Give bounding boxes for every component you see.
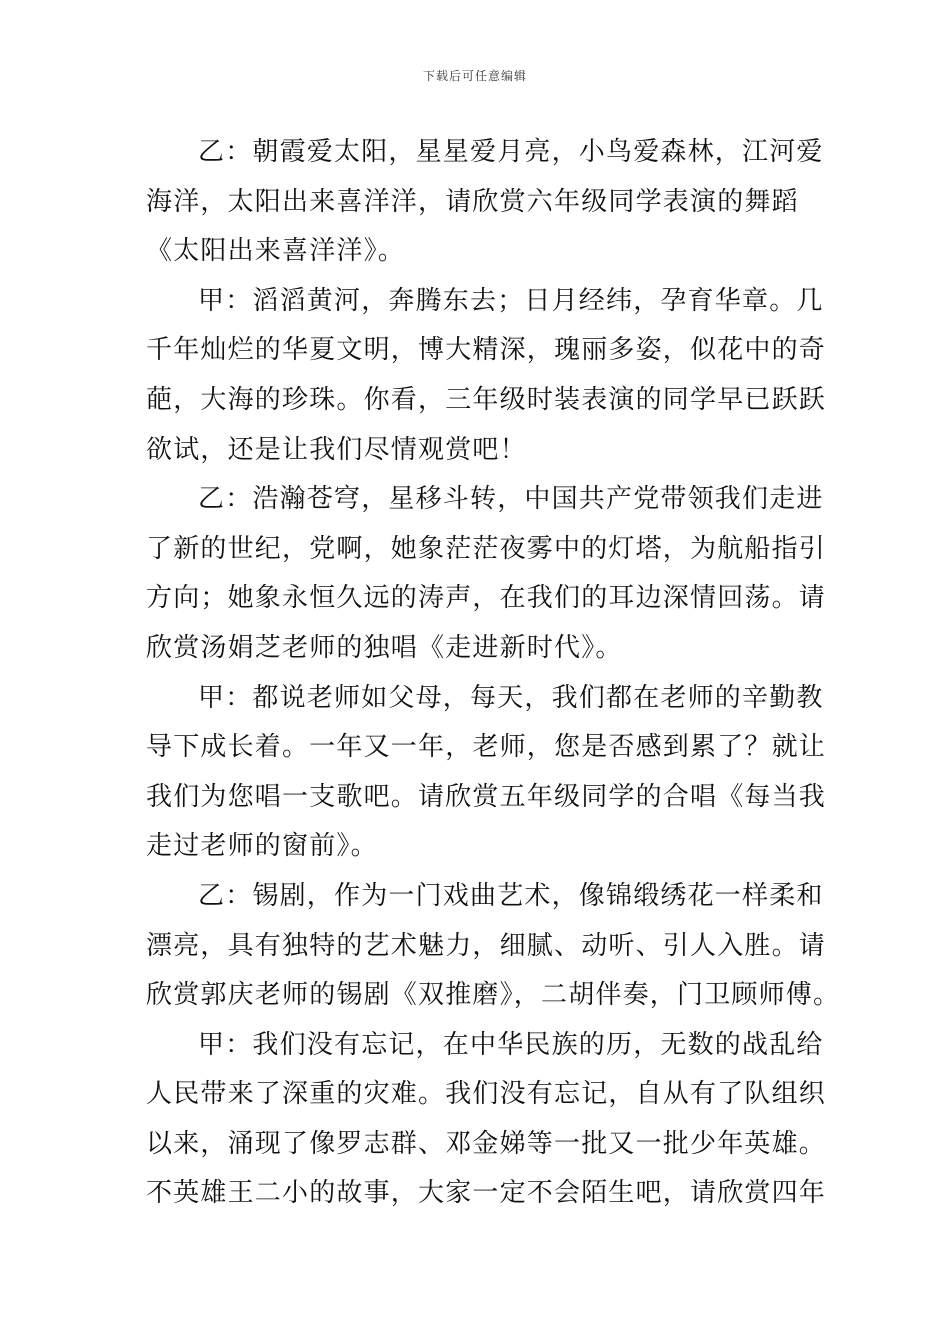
text-line: 欣赏汤娟芝老师的独唱《走进新时代》。 [146,632,623,663]
text-line: 乙：朝霞爱太阳，星星爱月亮，小鸟爱森林，江河爱 [198,137,824,167]
paragraph [146,475,827,673]
text-line: 欣赏郭庆老师的锡剧《双推磨》，二胡伴奏，门卫顾师傅。 [146,980,841,1011]
text-line: 以来，涌现了像罗志群、邓金娣等一批又一批少年英雄。 [146,1128,827,1159]
text-line: 不英雄王二小的故事，大家一定不会陌生吧，请欣赏四年 [146,1178,827,1209]
page-header: 下载后可任意编辑 [422,69,527,83]
text-line: 导下成长着。一年又一年，老师，您是否感到累了？就让 [146,732,827,763]
text-line: 千年灿烂的华夏文明，博大精深，瑰丽多姿，似花中的奇 [146,335,827,366]
paragraph [146,277,827,475]
paragraph [146,128,824,277]
text-line: 欲试，还是让我们尽情观赏吧！ [146,434,527,465]
text-line: 葩，大海的珍珠。你看，三年级时装表演的同学早已跃跃 [146,384,827,415]
text-line: 了新的世纪，党啊，她象茫茫夜雾中的灯塔，为航船指引 [146,533,827,564]
text-line: 甲：我们没有忘记，在中华民族的历，无数的战乱给 [198,1029,824,1060]
text-line: 人民带来了深重的灾难。我们没有忘记，自从有了队组织 [146,1079,827,1110]
text-line: 漂亮，具有独特的艺术魅力，细腻、动听、引人入胜。请 [146,930,827,961]
text-line: 乙：浩瀚苍穹，星移斗转，中国共产党带领我们走进 [198,484,824,515]
paragraph [146,674,827,872]
text-line: 我们为您唱一支歌吧。请欣赏五年级同学的合唱《每当我 [146,781,827,812]
text-line: 甲：滔滔黄河，奔腾东去；日月经纬，孕育华章。几 [198,285,824,316]
document-body [146,128,841,1219]
text-line: 甲：都说老师如父母，每天，我们都在老师的辛勤教 [198,682,824,713]
text-line: 海洋，太阳出来喜洋洋，请欣赏六年级同学表演的舞蹈 [146,186,799,217]
text-line: 《太阳出来喜洋洋》。 [146,236,406,267]
paragraph [146,872,841,1021]
paragraph [146,1021,827,1219]
text-line: 走过老师的窗前》。 [146,831,378,862]
text-line: 方向；她象永恒久远的涛声，在我们的耳边深情回荡。请 [146,583,827,614]
text-line: 乙：锡剧，作为一门戏曲艺术，像锦缎绣花一样柔和 [198,880,824,911]
